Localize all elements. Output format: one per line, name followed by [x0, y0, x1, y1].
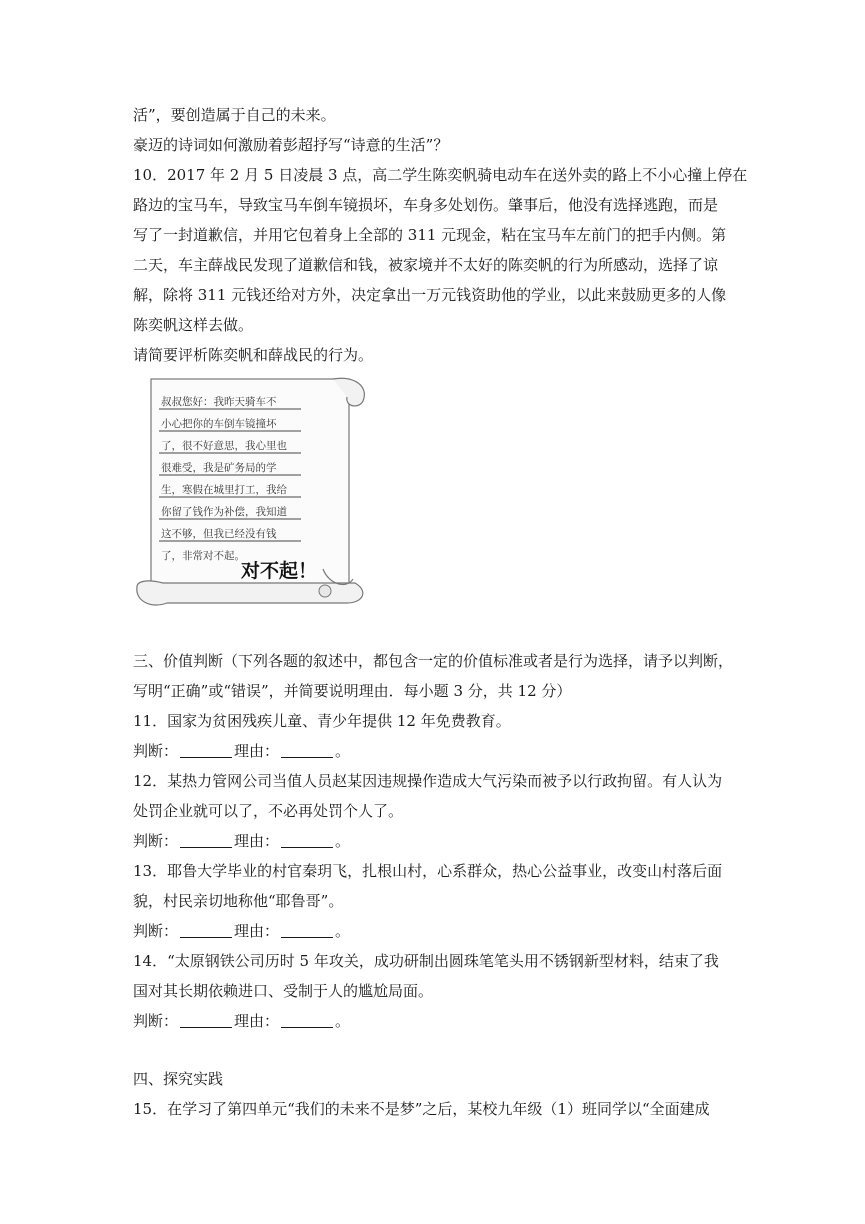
question-text: 13．耶鲁大学毕业的村官秦玥飞，扎根山村，心系群众，热心公益事业，改变山村落后面 [133, 862, 723, 880]
reason-blank[interactable] [281, 743, 333, 758]
section-3-heading-line: 三、价值判断（下列各题的叙述中，都包含一定的价值标准或者是行为选择，请予以判断， [133, 652, 734, 670]
letter-line: 生，寒假在城里打工，我给 [161, 484, 287, 496]
question-15-text: 15．在学习了第四单元“我们的未来不是梦”之后，某校九年级（1）班同学以“全面建成 [133, 1100, 710, 1118]
end-mark: 。 [335, 922, 351, 940]
judge-blank[interactable] [180, 743, 232, 758]
reason-blank[interactable] [281, 923, 333, 938]
judge-label: 判断： [133, 832, 179, 850]
question-text: 11．国家为贫困残疾儿童、青少年提供 12 年免费教育。 [133, 712, 511, 730]
judge-blank[interactable] [180, 833, 232, 848]
answer-line [133, 736, 735, 766]
judge-blank[interactable] [180, 923, 232, 938]
judge-label: 判断： [133, 922, 179, 940]
letter-line: 这不够，但我已经没有钱 [161, 528, 277, 540]
q10-line: 解，除将 311 元钱还给对方外，决定拿出一万元钱资助他的学业，以此来鼓励更多的人像 [133, 286, 727, 304]
judge-blank[interactable] [180, 1013, 232, 1028]
question-14 [133, 946, 735, 1036]
answer-line [133, 1006, 735, 1036]
reason-label: 理由： [234, 1012, 280, 1030]
question-11 [133, 706, 735, 766]
q10-line: 陈奕帆这样去做。 [133, 316, 254, 334]
q10-line: 10．2017 年 2 月 5 日凌晨 3 点，高二学生陈奕帆骑电动车在送外卖的路上不小心撞上停在 [133, 166, 748, 184]
section-4 [133, 1064, 735, 1124]
letter-line: 了，很不好意思，我心里也 [161, 440, 287, 452]
end-mark: 。 [335, 832, 351, 850]
q10-line: 写了一封道歉信，并用它包着身上全部的 311 元现金，粘在宝马车左前门的把手内侧。第 [133, 226, 727, 244]
judge-label: 判断： [133, 1012, 179, 1030]
end-mark: 。 [335, 742, 351, 760]
reason-label: 理由： [234, 742, 280, 760]
q10-line: 二天，车主薛战民发现了道歉信和钱，被家境并不太好的陈奕帆的行为所感动，选择了谅 [133, 256, 719, 274]
question-text: 处罚企业就可以了，不必再处罚个人了。 [133, 802, 404, 820]
end-mark: 。 [335, 1012, 351, 1030]
reason-blank[interactable] [281, 1013, 333, 1028]
letter-signature: 对不起！ [241, 560, 318, 582]
reason-blank[interactable] [281, 833, 333, 848]
section-3-heading [133, 646, 735, 706]
q10-prompt: 请简要评析陈奕帆和薛战民的行为。 [133, 346, 374, 364]
answer-line [133, 826, 735, 856]
reason-label: 理由： [234, 832, 280, 850]
question-13 [133, 856, 735, 946]
reason-label: 理由： [234, 922, 280, 940]
question-text: 国对其长期依赖进口、受制于人的尴尬局面。 [133, 982, 434, 1000]
question-text: 14．“太原钢铁公司历时 5 年攻关，成功研制出圆珠笔笔头用不锈钢新型材料，结束了我 [133, 952, 719, 970]
question-text: 貌，村民亲切地称他“耶鲁哥”。 [133, 892, 344, 910]
question-text: 12．某热力管网公司当值人员赵某因违规操作造成大气污染而被予以行政拘留。有人认为 [133, 772, 723, 790]
intro-line: 活”，要创造属于自己的未来。 [133, 106, 336, 124]
question-10 [133, 160, 748, 370]
judge-label: 判断： [133, 742, 179, 760]
question-12 [133, 766, 735, 856]
answer-line [133, 916, 735, 946]
section-4-heading: 四、探究实践 [133, 1070, 224, 1088]
letter-line: 小心把你的车倒车镜撞坏 [161, 418, 277, 430]
letter-line: 你留了钱作为补偿，我知道 [161, 506, 287, 518]
section-3-heading-line: 写明“正确”或“错误”，并简要说明理由．每小题 3 分，共 12 分） [133, 682, 572, 700]
q10-line: 路边的宝马车，导致宝马车倒车镜损坏，车身多处划伤。肇事后，他没有选择逃跑，而是 [133, 196, 719, 214]
letter-line: 了，非常对不起。 [161, 550, 245, 562]
letter-line: 很难受，我是矿务局的学 [161, 462, 277, 474]
intro-text [133, 100, 735, 160]
letter-line: 叔叔您好：我昨天骑车不 [161, 396, 277, 408]
intro-question: 豪迈的诗词如何激励着彭超抒写“诗意的生活”？ [133, 136, 449, 154]
apology-letter-image [133, 373, 371, 611]
